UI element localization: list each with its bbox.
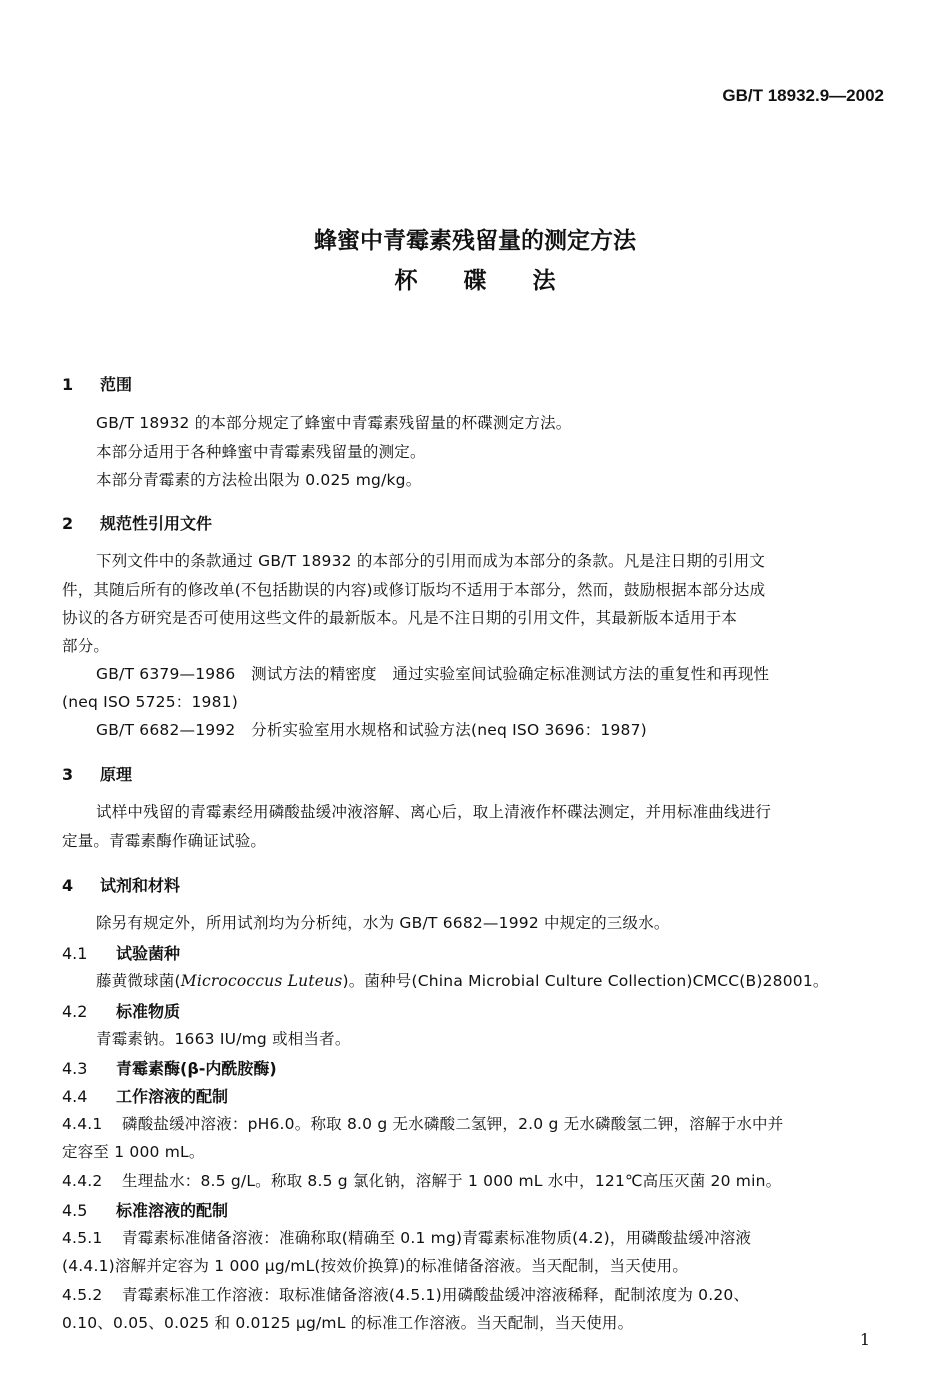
- paragraph: 本部分适用于各种蜂蜜中青霉素残留量的测定。: [96, 443, 426, 461]
- subsection-title: 标准溶液的配制: [116, 1201, 229, 1220]
- paragraph-line: 件，其随后所有的修改单(不包括勘误的内容)或修订版均不适用于本部分，然而，鼓励根据本部分达成: [62, 581, 766, 599]
- subsection-4-4-heading: [62, 1084, 228, 1107]
- subsection-number: 4.4: [62, 1087, 88, 1106]
- paragraph: 本部分青霉素的方法检出限为 0.025 mg/kg。: [96, 471, 422, 489]
- subsection-title: 青霉素酶(β-内酰胺酶): [116, 1059, 277, 1078]
- paragraph-line: (4.4.1)溶解并定容为 1 000 μg/mL(按效价换算)的标准储备溶液。当天配制，当天使用。: [62, 1257, 689, 1275]
- paragraph-line: 定量。青霉素酶作确证试验。: [62, 832, 267, 850]
- clause-4-5-1: 4.5.1 青霉素标准储备溶液：准确称取(精确至 0.1 mg)青霉素标准物质(4.2)，用磷酸盐缓冲溶液: [62, 1229, 752, 1247]
- paragraph: 藤黄微球菌(Micrococcus Luteus)。菌种号(China Microbial Culture Collection)CMCC(B)28001。: [96, 972, 829, 990]
- section-number: 4: [62, 876, 74, 895]
- section-number: 1: [62, 375, 74, 394]
- clause-4-4-2: 4.4.2 生理盐水：8.5 g/L。称取 8.5 g 氯化钠，溶解于 1 000 mL 水中，121℃高压灭菌 20 min。: [62, 1172, 782, 1190]
- subsection-title: 工作溶液的配制: [116, 1087, 229, 1106]
- section-3-heading: [62, 762, 132, 785]
- paragraph-line: 试样中残留的青霉素经用磷酸盐缓冲液溶解、离心后，取上清液作杯碟法测定，并用标准曲线进行: [96, 803, 772, 821]
- document-subtitle: 杯 碟 法: [394, 268, 556, 294]
- species-name: Micrococcus Luteus: [180, 972, 343, 990]
- clause-4-4-1: 4.4.1 磷酸盐缓冲溶液：pH6.0。称取 8.0 g 无水磷酸二氢钾，2.0 g 无水磷酸氢二钾，溶解于水中并: [62, 1115, 784, 1133]
- clause-number: 4.5.2: [62, 1286, 103, 1304]
- page-number: 1: [859, 1330, 870, 1349]
- clause-number: 4.5.1: [62, 1229, 103, 1247]
- section-title: 规范性引用文件: [100, 514, 213, 533]
- paragraph: 青霉素钠。1663 IU/mg 或相当者。: [96, 1030, 351, 1048]
- clause-number: 4.4.1: [62, 1115, 103, 1133]
- subsection-number: 4.2: [62, 1002, 88, 1021]
- reference-entry-cont: (neq ISO 5725：1981): [62, 693, 238, 711]
- clause-number: 4.4.2: [62, 1172, 103, 1190]
- section-1-heading: [62, 372, 132, 395]
- reference-entry: GB/T 6682—1992 分析实验室用水规格和试验方法(neq ISO 3696：1987): [96, 721, 647, 739]
- subsection-4-3-heading: [62, 1056, 277, 1079]
- section-title: 范围: [100, 375, 133, 394]
- paragraph: GB/T 18932 的本部分规定了蜂蜜中青霉素残留量的杯碟测定方法。: [96, 414, 572, 432]
- section-number: 3: [62, 765, 74, 784]
- paragraph-line: 定容至 1 000 mL。: [62, 1143, 205, 1161]
- reference-entry: GB/T 6379—1986 测试方法的精密度 通过实验室间试验确定标准测试方法的重复性和再现性: [96, 665, 770, 683]
- subsection-number: 4.3: [62, 1059, 88, 1078]
- paragraph-line: 协议的各方研究是否可使用这些文件的最新版本。凡是不注日期的引用文件，其最新版本适用于本: [62, 609, 738, 627]
- document-title: 蜂蜜中青霉素残留量的测定方法: [314, 228, 636, 254]
- subsection-title: 试验菌种: [116, 944, 181, 963]
- subsection-4-5-heading: [62, 1198, 228, 1221]
- paragraph-line: 部分。: [62, 637, 110, 655]
- section-title: 试剂和材料: [100, 876, 181, 895]
- subsection-title: 标准物质: [116, 1002, 181, 1021]
- paragraph-line: 下列文件中的条款通过 GB/T 18932 的本部分的引用而成为本部分的条款。凡是注日期的引用文: [96, 552, 766, 570]
- section-number: 2: [62, 514, 74, 533]
- section-4-heading: [62, 873, 180, 896]
- subsection-number: 4.1: [62, 944, 88, 963]
- subsection-4-1-heading: [62, 941, 180, 964]
- subsection-number: 4.5: [62, 1201, 88, 1220]
- standard-number: GB/T 18932.9—2002: [722, 86, 884, 105]
- paragraph: 除另有规定外，所用试剂均为分析纯，水为 GB/T 6682—1992 中规定的三级水。: [96, 914, 670, 932]
- section-2-heading: [62, 511, 212, 534]
- clause-4-5-2: 4.5.2 青霉素标准工作溶液：取标准储备溶液(4.5.1)用磷酸盐缓冲溶液稀释，配制浓度为 0.20、: [62, 1286, 750, 1304]
- section-title: 原理: [100, 765, 133, 784]
- paragraph-line: 0.10、0.05、0.025 和 0.0125 μg/mL 的标准工作溶液。当天配制，当天使用。: [62, 1314, 634, 1332]
- subsection-4-2-heading: [62, 999, 180, 1022]
